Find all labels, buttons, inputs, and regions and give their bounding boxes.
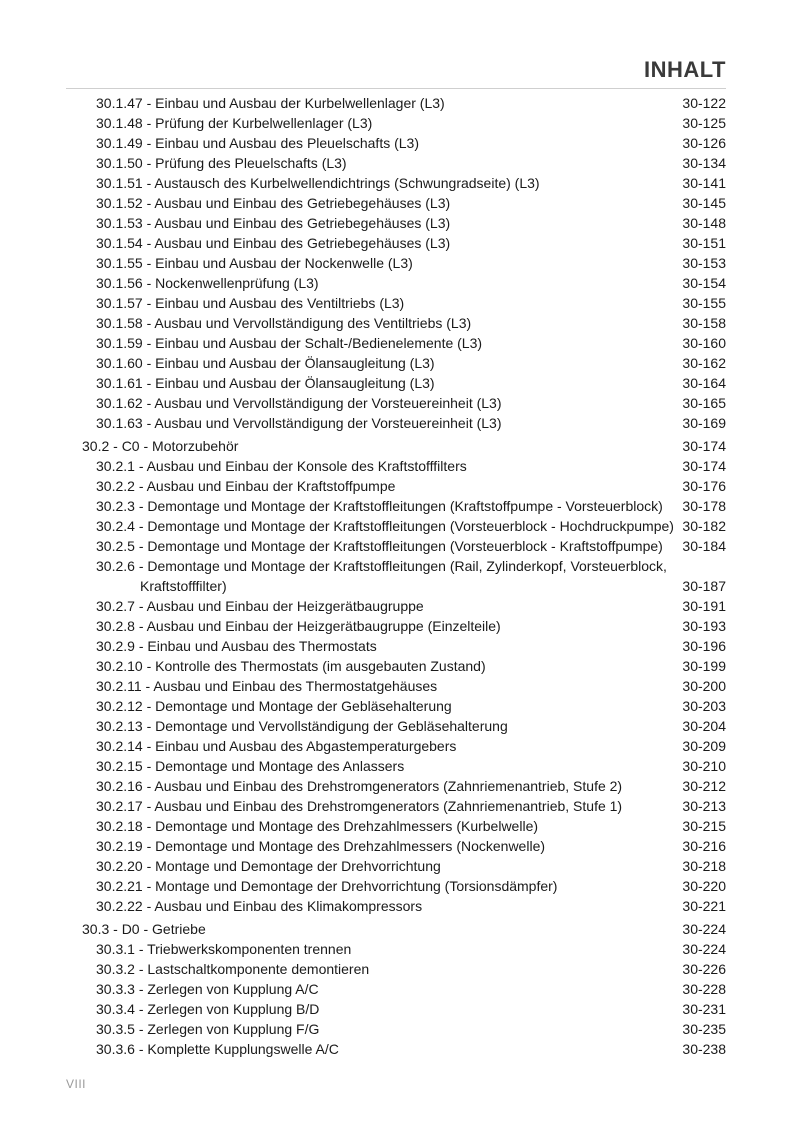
toc-entry-text (96, 113, 656, 133)
toc-entry-title: 30.1.49 - Einbau und Ausbau des Pleuelschafts (L3) (96, 135, 419, 151)
toc-entry-text (96, 333, 656, 353)
toc-entry[interactable] (0, 616, 794, 636)
toc-entry-title: 30.2.11 - Ausbau und Einbau des Thermostatgehäuses (96, 678, 438, 694)
toc-entry-page: 30-196 (682, 638, 726, 654)
toc-entry-page: 30-154 (682, 275, 726, 291)
toc-heading-text: 30.2 - C0 - Motorzubehör (82, 438, 239, 454)
toc-entry[interactable] (0, 776, 794, 796)
toc-entry[interactable] (0, 999, 794, 1019)
toc-entry-page: 30-238 (682, 1041, 726, 1057)
toc-entry-page: 30-148 (682, 215, 726, 231)
toc-entry[interactable] (0, 959, 794, 979)
toc-entry-text (96, 636, 656, 656)
toc-entry-page: 30-215 (682, 818, 726, 834)
toc-entry-page: 30-174 (682, 458, 726, 474)
toc-entry[interactable] (0, 816, 794, 836)
toc-entry-page: 30-125 (682, 115, 726, 131)
toc-entry-title: 30.1.50 - Prüfung des Pleuelschafts (L3) (96, 155, 347, 171)
toc-entry-page: 30-220 (682, 878, 726, 894)
toc-entry-title: 30.1.53 - Ausbau und Einbau des Getriebegehäuses (L3) (96, 215, 451, 231)
toc-entry[interactable] (0, 696, 794, 716)
toc-entry[interactable] (0, 413, 794, 433)
toc-entry-title: 30.2.10 - Kontrolle des Thermostats (im ausgebauten Zustand) (96, 658, 486, 674)
toc-entry-title: 30.2.19 - Demontage und Montage des Drehzahlmessers (Nockenwelle) (96, 838, 546, 854)
toc-entry-page: 30-235 (682, 1021, 726, 1037)
toc-entry-text (96, 313, 656, 333)
toc-entry[interactable] (0, 373, 794, 393)
toc-entry-title-continued: Kraftstofffilter) (140, 578, 227, 594)
toc-entry-page: 30-191 (682, 598, 726, 614)
toc-entry-title: 30.2.4 - Demontage und Montage der Kraftstoffleitungen (Vorsteuerblock - Hochdruckpumpe) (96, 518, 674, 534)
toc-entry-text (96, 496, 663, 516)
page-title: INHALT (643, 57, 726, 82)
toc-entry-title: 30.3.1 - Triebwerkskomponenten trennen (96, 941, 352, 957)
toc-entry[interactable] (0, 333, 794, 353)
toc-entry-title: 30.1.54 - Ausbau und Einbau des Getriebegehäuses (L3) (96, 235, 451, 251)
toc-entry-page: 30-200 (682, 678, 726, 694)
toc-entry-title: 30.2.17 - Ausbau und Einbau des Drehstromgenerators (Zahnriemenantrieb, Stufe 1) (96, 798, 623, 814)
toc-entry[interactable] (0, 93, 794, 113)
toc-section-heading[interactable] (0, 436, 794, 456)
toc-entry-text (96, 213, 656, 233)
toc-entry-page: 30-134 (682, 155, 726, 171)
toc-entry-text (96, 716, 656, 736)
toc-entry[interactable] (0, 213, 794, 233)
toc-entry-page: 30-221 (682, 898, 726, 914)
toc-entry-text (96, 676, 656, 696)
toc-entry-page: 30-151 (682, 235, 726, 251)
toc-entry[interactable] (0, 556, 794, 596)
toc-entry-page: 30-209 (682, 738, 726, 754)
toc-entry-text (96, 133, 656, 153)
toc-entry[interactable] (0, 516, 794, 536)
toc-entry-title: 30.3.4 - Zerlegen von Kupplung B/D (96, 1001, 320, 1017)
toc-entry-text (96, 816, 656, 836)
toc-entry-text (96, 253, 656, 273)
page-number: VIII (66, 1077, 87, 1091)
toc-entry[interactable] (0, 113, 794, 133)
toc-entry[interactable] (0, 636, 794, 656)
toc-entry-title: 30.2.9 - Einbau und Ausbau des Thermostats (96, 638, 377, 654)
toc-entry-text (96, 413, 656, 433)
toc-entry-text (96, 273, 656, 293)
toc-entry-text (96, 153, 656, 173)
toc-entry[interactable] (0, 836, 794, 856)
toc-entry-page: 30-231 (682, 1001, 726, 1017)
toc-entry-title: 30.2.1 - Ausbau und Einbau der Konsole des Kraftstofffilters (96, 458, 467, 474)
toc-entry-text (96, 696, 656, 716)
toc-entry-page: 30-212 (682, 778, 726, 794)
toc-entry-title: 30.2.8 - Ausbau und Einbau der Heizgerätbaugruppe (Einzelteile) (96, 618, 501, 634)
toc-entry-title: 30.1.57 - Einbau und Ausbau des Ventiltriebs (L3) (96, 295, 405, 311)
toc-entry-text (96, 516, 674, 536)
toc-entry-page: 30-169 (682, 415, 726, 431)
toc-entry-text (96, 293, 656, 313)
toc-entry-page: 30-228 (682, 981, 726, 997)
toc-entry-text (96, 173, 656, 193)
toc-entry[interactable] (0, 1039, 794, 1059)
toc-entry[interactable] (0, 536, 794, 556)
toc-entry-title: 30.1.59 - Einbau und Ausbau der Schalt-/Bedienelemente (L3) (96, 335, 483, 351)
toc-entry-text (96, 353, 656, 373)
toc-entry-page: 30-184 (682, 538, 726, 554)
toc-entry-text (96, 233, 656, 253)
toc-entry-text (96, 856, 656, 876)
toc-entry-title: 30.3.3 - Zerlegen von Kupplung A/C (96, 981, 319, 997)
toc-entry-page: 30-218 (682, 858, 726, 874)
toc-entry[interactable] (0, 896, 794, 916)
toc-entry[interactable] (0, 979, 794, 999)
toc-entry-page: 30-203 (682, 698, 726, 714)
toc-entry-title: 30.2.22 - Ausbau und Einbau des Klimakompressors (96, 898, 423, 914)
toc-section (0, 93, 794, 433)
toc-entry-page: 30-164 (682, 375, 726, 391)
toc-entry-title: 30.2.3 - Demontage und Montage der Kraftstoffleitungen (Kraftstoffpumpe - Vorsteuerblock) (96, 498, 663, 514)
toc-entry-page: 30-193 (682, 618, 726, 634)
toc-entry-title: 30.2.20 - Montage und Demontage der Drehvorrichtung (96, 858, 441, 874)
toc-entry-title: 30.1.62 - Ausbau und Vervollständigung der Vorsteuereinheit (L3) (96, 395, 502, 411)
toc-entry-title: 30.3.2 - Lastschaltkomponente demontieren (96, 961, 370, 977)
toc-entry-title: 30.2.16 - Ausbau und Einbau des Drehstromgenerators (Zahnriemenantrieb, Stufe 2) (96, 778, 623, 794)
toc-entry-page: 30-210 (682, 758, 726, 774)
toc-entry[interactable] (0, 173, 794, 193)
toc-entry[interactable] (0, 273, 794, 293)
toc-entry-text (96, 876, 656, 896)
toc-entry-text (96, 836, 656, 856)
toc-entry[interactable] (0, 856, 794, 876)
toc-entry[interactable] (0, 596, 794, 616)
toc-entry-title: 30.1.47 - Einbau und Ausbau der Kurbelwellenlager (L3) (96, 95, 445, 111)
toc-entry-page: 30-182 (682, 518, 726, 534)
toc-entry[interactable] (0, 716, 794, 736)
toc-entry[interactable] (0, 496, 794, 516)
toc-entry-text (96, 476, 656, 496)
toc-entry-text (96, 939, 656, 959)
toc-entry-page: 30-153 (682, 255, 726, 271)
toc-entry-text (96, 796, 656, 816)
toc-entry[interactable] (0, 353, 794, 373)
toc-entry-text (96, 756, 656, 776)
toc-entry[interactable] (0, 393, 794, 413)
toc-entry-text (96, 556, 667, 596)
toc-entry-text (96, 596, 656, 616)
toc-entry-page: 30-224 (682, 941, 726, 957)
toc-entry[interactable] (0, 939, 794, 959)
toc-entry-text (96, 979, 656, 999)
toc-heading-page: 30-224 (682, 921, 726, 937)
toc-section (0, 919, 794, 1059)
toc-entry[interactable] (0, 456, 794, 476)
toc-entry-page: 30-158 (682, 315, 726, 331)
toc-entry-title: 30.2.21 - Montage und Demontage der Drehvorrichtung (Torsionsdämpfer) (96, 878, 558, 894)
toc-entry[interactable] (0, 736, 794, 756)
header-divider (66, 88, 726, 89)
toc-entry[interactable] (0, 1019, 794, 1039)
toc-entry[interactable] (0, 253, 794, 273)
toc-entry-title: 30.2.15 - Demontage und Montage des Anlassers (96, 758, 405, 774)
toc-entry-title: 30.1.61 - Einbau und Ausbau der Ölansaugleitung (L3) (96, 375, 435, 391)
toc-entry-text (96, 656, 656, 676)
toc-entry-title: 30.2.5 - Demontage und Montage der Kraftstoffleitungen (Vorsteuerblock - Kraftstoffpumpe) (96, 538, 663, 554)
toc-section-heading[interactable] (0, 919, 794, 939)
toc-entry-page: 30-141 (682, 175, 726, 191)
toc-entry-page: 30-226 (682, 961, 726, 977)
toc-entry-text (96, 1039, 656, 1059)
toc-heading-page: 30-174 (682, 438, 726, 454)
toc-entry-text (96, 1019, 656, 1039)
toc-entry-text (96, 393, 656, 413)
toc-entry[interactable] (0, 133, 794, 153)
toc-entry-page: 30-216 (682, 838, 726, 854)
toc-entry-text (96, 456, 656, 476)
toc-section (0, 436, 794, 916)
toc-entry[interactable] (0, 676, 794, 696)
toc-entry-title: 30.2.7 - Ausbau und Einbau der Heizgerätbaugruppe (96, 598, 424, 614)
toc-entry-title: 30.1.52 - Ausbau und Einbau des Getriebegehäuses (L3) (96, 195, 451, 211)
toc-entry-text (96, 776, 656, 796)
toc-entry[interactable] (0, 153, 794, 173)
toc-entry-text (96, 193, 656, 213)
toc-entry[interactable] (0, 233, 794, 253)
toc-entry[interactable] (0, 293, 794, 313)
toc-entry-text (96, 999, 656, 1019)
toc-entry[interactable] (0, 193, 794, 213)
toc-entry-page: 30-160 (682, 335, 726, 351)
toc-entry-page: 30-162 (682, 355, 726, 371)
toc-entry-page: 30-126 (682, 135, 726, 151)
toc-entry-title: 30.3.6 - Komplette Kupplungswelle A/C (96, 1041, 339, 1057)
toc-entry-text (96, 959, 656, 979)
toc-entry-page: 30-199 (682, 658, 726, 674)
toc-entry[interactable] (0, 796, 794, 816)
toc-entry-title: 30.1.51 - Austausch des Kurbelwellendichtrings (Schwungradseite) (L3) (96, 175, 540, 191)
toc-entry-page: 30-165 (682, 395, 726, 411)
toc-entry[interactable] (0, 756, 794, 776)
toc-heading-text: 30.3 - D0 - Getriebe (82, 921, 206, 937)
toc-entry-page: 30-213 (682, 798, 726, 814)
toc-entry-title: 30.3.5 - Zerlegen von Kupplung F/G (96, 1021, 320, 1037)
toc-entry-page: 30-155 (682, 295, 726, 311)
toc-entry-text (96, 373, 656, 393)
toc-entry[interactable] (0, 313, 794, 333)
toc-entry-text (96, 93, 656, 113)
toc-entry[interactable] (0, 656, 794, 676)
toc-entry-page: 30-122 (682, 95, 726, 111)
toc-entry[interactable] (0, 476, 794, 496)
table-of-contents (0, 93, 794, 1059)
toc-entry-text (96, 896, 656, 916)
toc-entry-page: 30-204 (682, 718, 726, 734)
toc-entry-page: 30-187 (682, 578, 726, 594)
toc-entry-title: 30.2.12 - Demontage und Montage der Gebläsehalterung (96, 698, 452, 714)
toc-entry-title: 30.2.6 - Demontage und Montage der Kraftstoffleitungen (Rail, Zylinderkopf, Vorsteuerblock, (96, 558, 667, 574)
toc-entry-title: 30.1.58 - Ausbau und Vervollständigung des Ventiltriebs (L3) (96, 315, 472, 331)
toc-entry-title: 30.2.18 - Demontage und Montage des Drehzahlmessers (Kurbelwelle) (96, 818, 539, 834)
toc-entry-text (96, 736, 656, 756)
toc-entry-text (96, 536, 663, 556)
toc-entry-title: 30.1.63 - Ausbau und Vervollständigung der Vorsteuereinheit (L3) (96, 415, 502, 431)
toc-entry-title: 30.1.56 - Nockenwellenprüfung (L3) (96, 275, 319, 291)
toc-entry-title: 30.1.60 - Einbau und Ausbau der Ölansaugleitung (L3) (96, 355, 435, 371)
toc-entry[interactable] (0, 876, 794, 896)
toc-entry-page: 30-178 (682, 498, 726, 514)
toc-entry-title: 30.2.14 - Einbau und Ausbau des Abgastemperaturgebers (96, 738, 457, 754)
toc-entry-title: 30.2.2 - Ausbau und Einbau der Kraftstoffpumpe (96, 478, 396, 494)
toc-entry-page: 30-176 (682, 478, 726, 494)
toc-entry-page: 30-145 (682, 195, 726, 211)
toc-entry-title: 30.2.13 - Demontage und Vervollständigung der Gebläsehalterung (96, 718, 508, 734)
toc-entry-title: 30.1.55 - Einbau und Ausbau der Nockenwelle (L3) (96, 255, 413, 271)
toc-entry-text (96, 616, 656, 636)
toc-entry-title: 30.1.48 - Prüfung der Kurbelwellenlager (L3) (96, 115, 373, 131)
